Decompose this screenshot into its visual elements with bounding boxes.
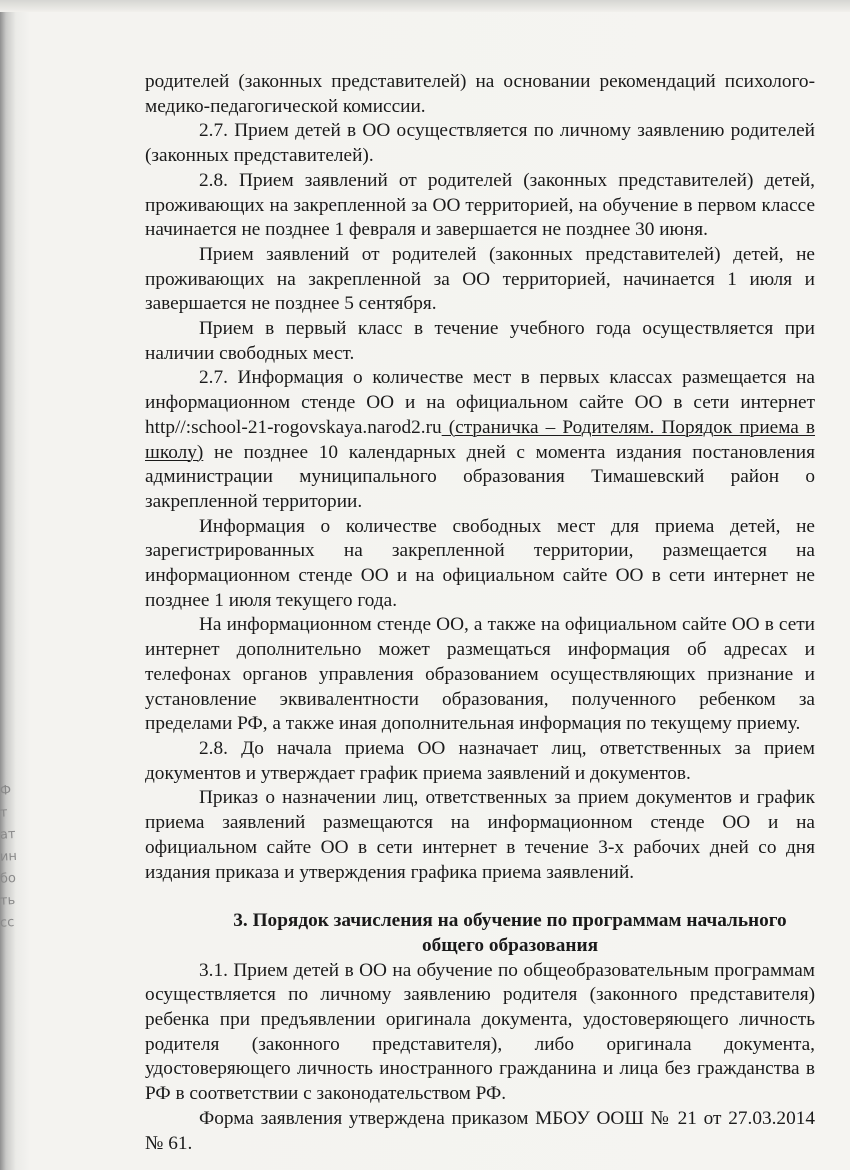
margin-mark: ть [0,892,16,909]
paragraph-2-7: 2.7. Прием детей в ОО осуществляется по личному заявлению родителей (законных представителей). [145,120,815,167]
paragraph-continuation: родителей (законных представителей) на основании рекомендаций психолого-медико-педагогической комиссии. [145,71,815,117]
page-top-shadow [0,0,850,12]
margin-mark: Ф [0,783,12,799]
paragraph-additional-info: На информационном стенде ОО, а также на официальном сайте ОО в сети интернет дополнительно может размещаться информация об адресах и телефонах органов управления образованием осуществляющих признание и установление эквивалентности образования, полученного ребенком за пределами РФ, а также иная дополнительная информация по текущему приему. [145,614,815,735]
paragraph-2-7-information [145,366,815,514]
bleed-through-margin-marks [0,780,30,934]
margin-mark: ин [0,848,18,865]
paragraph-3-1: 3.1. Прием детей в ОО на обучение по общеобразовательным программам осуществляется по личному заявлению родителя (законного представителя) ребенка при предъявлении оригинала документа, удостоверяющего личность родителя (законного представителя), либо оригинала документа, удостоверяющего личность иностранного гражданина и лица без гражданства в РФ в соответствии с законодательством РФ. [145,959,815,1105]
paragraph-first-grade-admission: Прием в первый класс в течение учебного года осуществляется при наличии свободных мест. [145,318,815,364]
section-3-title: 3. Порядок зачисления на обучение по программам начального общего образования [233,910,787,956]
info-text-start: 2.7. Информация о количестве мест в первых классах размещается на информационном стенде ОО и на официальном сайте ОО в сети интернет http//:school-21-rogovskaya.narod2.ru [145,367,815,438]
paragraph-non-resident-applications: Прием заявлений от родителей (законных представителей) детей, не проживающих на закрепленной за ОО территорией, начинается 1 июля и завершается не позднее 5 сентября. [145,243,815,315]
margin-mark: бо [0,870,17,887]
margin-mark: ат [0,826,16,843]
info-text-end: не позднее 10 календарных дней с момента издания постановления администрации муниципального образования Тимашевский район о закрепленной территории. [145,441,815,512]
paragraph-2-8-responsible: 2.8. До начала приема ОО назначает лиц, ответственных за прием документов и утверждает график приема заявлений и документов. [145,737,815,784]
document-body [145,70,815,1156]
website-page-link[interactable]: (страничка – Родителям. Порядок приема в школу) [145,416,815,463]
paragraph-free-places-info: Информация о количестве свободных мест для приема детей, не зарегистрированных на закрепленной территории, размещается на информационном стенде ОО и на официальном сайте ОО в сети интернет не позднее 1 июля текущего года. [145,515,815,611]
paragraph-application-form: Форма заявления утверждена приказом МБОУ ООШ № 21 от 27.03.2014 № 61. [145,1107,815,1154]
paragraph-2-8: 2.8. Прием заявлений от родителей (законных представителей) детей, проживающих на закрепленной за ОО территорией, на обучение в первом классе начинается не позднее 1 февраля и завершается не позднее 30 июня. [145,169,815,241]
margin-mark: т [0,805,8,821]
margin-mark: сс [0,915,15,931]
paragraph-order-publication: Приказ о назначении лиц, ответственных за прием документов и график приема заявлений размещаются на информационном стенде ОО и на официальном сайте ОО в сети интернет в течение 3-х рабочих дней со дня издания приказа и утверждения графика приема заявлений. [145,787,815,883]
